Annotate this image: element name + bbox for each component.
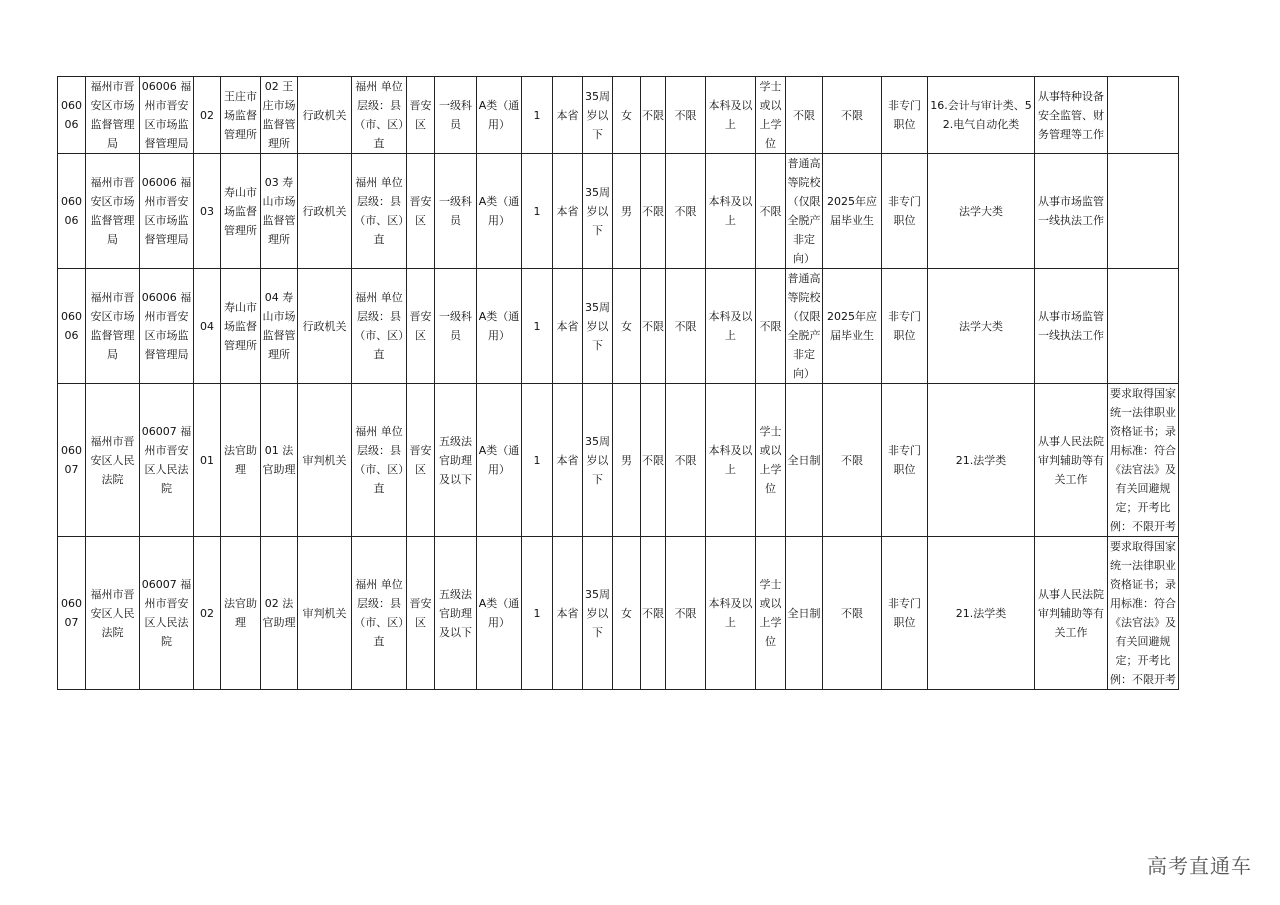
requirements-cell: [1108, 154, 1179, 269]
politics-cell: 不限: [666, 154, 706, 269]
position-code-cell: 03 寿山市场监督管理所: [261, 154, 298, 269]
ethnic-cell: 不限: [641, 269, 666, 384]
requirements-cell: [1108, 269, 1179, 384]
rank-cell: 一级科员: [435, 77, 477, 154]
position-nature-cell: 非专门职位: [882, 77, 928, 154]
exam-type-cell: A类（通用）: [477, 537, 522, 690]
graduate-cell: 不限: [823, 537, 882, 690]
rank-cell: 一级科员: [435, 269, 477, 384]
origin-cell: 本省: [553, 537, 583, 690]
count-cell: 1: [522, 77, 553, 154]
politics-cell: 不限: [666, 269, 706, 384]
area-cell: 晋安区: [407, 384, 435, 537]
position-unit-cell: 王庄市场监督管理所: [221, 77, 261, 154]
graduate-cell: 不限: [823, 77, 882, 154]
origin-cell: 本省: [553, 269, 583, 384]
ethnic-cell: 不限: [641, 537, 666, 690]
position-unit-cell: 寿山市场监督管理所: [221, 269, 261, 384]
major-cell: 16.会计与审计类、52.电气自动化类: [928, 77, 1035, 154]
age-cell: 35周岁以下: [583, 154, 613, 269]
recruit-unit-cell: 06007 福州市晋安区人民法院: [140, 384, 194, 537]
gender-cell: 女: [613, 537, 641, 690]
table-row: [58, 154, 1179, 269]
gender-cell: 女: [613, 77, 641, 154]
dept-code-cell: 06006: [58, 77, 86, 154]
watermark: 高考直通车: [1147, 854, 1252, 878]
exam-type-cell: A类（通用）: [477, 77, 522, 154]
origin-cell: 本省: [553, 384, 583, 537]
table-row: [58, 269, 1179, 384]
study-mode-cell: 普通高等院校（仅限全脱产非定向）: [786, 269, 823, 384]
position-no-cell: 03: [194, 154, 221, 269]
position-nature-cell: 非专门职位: [882, 384, 928, 537]
unit-level-cell: 福州 单位层级：县（市、区）直: [352, 77, 407, 154]
area-cell: 晋安区: [407, 269, 435, 384]
duty-cell: 从事人民法院审判辅助等有关工作: [1035, 537, 1108, 690]
graduate-cell: 不限: [823, 384, 882, 537]
major-cell: 法学大类: [928, 269, 1035, 384]
recruit-unit-cell: 06006 福州市晋安区市场监督管理局: [140, 269, 194, 384]
gender-cell: 男: [613, 154, 641, 269]
degree-cell: 不限: [756, 154, 786, 269]
origin-cell: 本省: [553, 154, 583, 269]
degree-cell: 学士或以上学位: [756, 384, 786, 537]
graduate-cell: 2025年应届毕业生: [823, 269, 882, 384]
major-cell: 21.法学类: [928, 537, 1035, 690]
dept-code-cell: 06007: [58, 384, 86, 537]
count-cell: 1: [522, 154, 553, 269]
rank-cell: 五级法官助理及以下: [435, 537, 477, 690]
position-no-cell: 01: [194, 384, 221, 537]
gender-cell: 男: [613, 384, 641, 537]
degree-cell: 不限: [756, 269, 786, 384]
unit-level-cell: 福州 单位层级：县（市、区）直: [352, 384, 407, 537]
unit-level-cell: 福州 单位层级：县（市、区）直: [352, 537, 407, 690]
recruit-unit-cell: 06007 福州市晋安区人民法院: [140, 537, 194, 690]
dept-code-cell: 06007: [58, 537, 86, 690]
dept-code-cell: 06006: [58, 269, 86, 384]
age-cell: 35周岁以下: [583, 384, 613, 537]
dept-name-cell: 福州市晋安区人民法院: [86, 537, 140, 690]
org-type-cell: 行政机关: [298, 269, 352, 384]
study-mode-cell: 全日制: [786, 537, 823, 690]
duty-cell: 从事市场监管一线执法工作: [1035, 269, 1108, 384]
area-cell: 晋安区: [407, 537, 435, 690]
recruit-unit-cell: 06006 福州市晋安区市场监督管理局: [140, 77, 194, 154]
count-cell: 1: [522, 269, 553, 384]
table-row: [58, 384, 1179, 537]
position-unit-cell: 法官助理: [221, 384, 261, 537]
duty-cell: 从事人民法院审判辅助等有关工作: [1035, 384, 1108, 537]
area-cell: 晋安区: [407, 77, 435, 154]
position-code-cell: 02 王庄市场监督管理所: [261, 77, 298, 154]
origin-cell: 本省: [553, 77, 583, 154]
rank-cell: 一级科员: [435, 154, 477, 269]
area-cell: 晋安区: [407, 154, 435, 269]
requirements-cell: 要求取得国家统一法律职业资格证书；录用标准：符合《法官法》及有关回避规定；开考比例：不限开考: [1108, 537, 1179, 690]
major-cell: 21.法学类: [928, 384, 1035, 537]
table-row: [58, 537, 1179, 690]
position-no-cell: 02: [194, 537, 221, 690]
org-type-cell: 审判机关: [298, 384, 352, 537]
count-cell: 1: [522, 537, 553, 690]
education-cell: 本科及以上: [706, 384, 756, 537]
age-cell: 35周岁以下: [583, 77, 613, 154]
unit-level-cell: 福州 单位层级：县（市、区）直: [352, 154, 407, 269]
position-no-cell: 02: [194, 77, 221, 154]
count-cell: 1: [522, 384, 553, 537]
major-cell: 法学大类: [928, 154, 1035, 269]
position-nature-cell: 非专门职位: [882, 537, 928, 690]
position-unit-cell: 寿山市场监督管理所: [221, 154, 261, 269]
position-no-cell: 04: [194, 269, 221, 384]
politics-cell: 不限: [666, 384, 706, 537]
requirements-cell: 要求取得国家统一法律职业资格证书；录用标准：符合《法官法》及有关回避规定；开考比例：不限开考: [1108, 384, 1179, 537]
duty-cell: 从事市场监管一线执法工作: [1035, 154, 1108, 269]
dept-name-cell: 福州市晋安区市场监督管理局: [86, 269, 140, 384]
education-cell: 本科及以上: [706, 537, 756, 690]
requirements-cell: [1108, 77, 1179, 154]
ethnic-cell: 不限: [641, 154, 666, 269]
recruitment-table: [57, 76, 1179, 690]
degree-cell: 学士或以上学位: [756, 77, 786, 154]
age-cell: 35周岁以下: [583, 269, 613, 384]
degree-cell: 学士或以上学位: [756, 537, 786, 690]
exam-type-cell: A类（通用）: [477, 154, 522, 269]
unit-level-cell: 福州 单位层级：县（市、区）直: [352, 269, 407, 384]
dept-code-cell: 06006: [58, 154, 86, 269]
org-type-cell: 行政机关: [298, 154, 352, 269]
position-code-cell: 04 寿山市场监督管理所: [261, 269, 298, 384]
study-mode-cell: 普通高等院校（仅限全脱产非定向）: [786, 154, 823, 269]
duty-cell: 从事特种设备安全监管、财务管理等工作: [1035, 77, 1108, 154]
education-cell: 本科及以上: [706, 269, 756, 384]
position-nature-cell: 非专门职位: [882, 154, 928, 269]
dept-name-cell: 福州市晋安区市场监督管理局: [86, 77, 140, 154]
politics-cell: 不限: [666, 537, 706, 690]
dept-name-cell: 福州市晋安区市场监督管理局: [86, 154, 140, 269]
age-cell: 35周岁以下: [583, 537, 613, 690]
org-type-cell: 行政机关: [298, 77, 352, 154]
politics-cell: 不限: [666, 77, 706, 154]
recruit-unit-cell: 06006 福州市晋安区市场监督管理局: [140, 154, 194, 269]
exam-type-cell: A类（通用）: [477, 269, 522, 384]
position-nature-cell: 非专门职位: [882, 269, 928, 384]
ethnic-cell: 不限: [641, 77, 666, 154]
study-mode-cell: 不限: [786, 77, 823, 154]
rank-cell: 五级法官助理及以下: [435, 384, 477, 537]
gender-cell: 女: [613, 269, 641, 384]
position-unit-cell: 法官助理: [221, 537, 261, 690]
exam-type-cell: A类（通用）: [477, 384, 522, 537]
position-code-cell: 02 法官助理: [261, 537, 298, 690]
org-type-cell: 审判机关: [298, 537, 352, 690]
ethnic-cell: 不限: [641, 384, 666, 537]
study-mode-cell: 全日制: [786, 384, 823, 537]
dept-name-cell: 福州市晋安区人民法院: [86, 384, 140, 537]
position-code-cell: 01 法官助理: [261, 384, 298, 537]
education-cell: 本科及以上: [706, 154, 756, 269]
graduate-cell: 2025年应届毕业生: [823, 154, 882, 269]
table-row: [58, 77, 1179, 154]
education-cell: 本科及以上: [706, 77, 756, 154]
